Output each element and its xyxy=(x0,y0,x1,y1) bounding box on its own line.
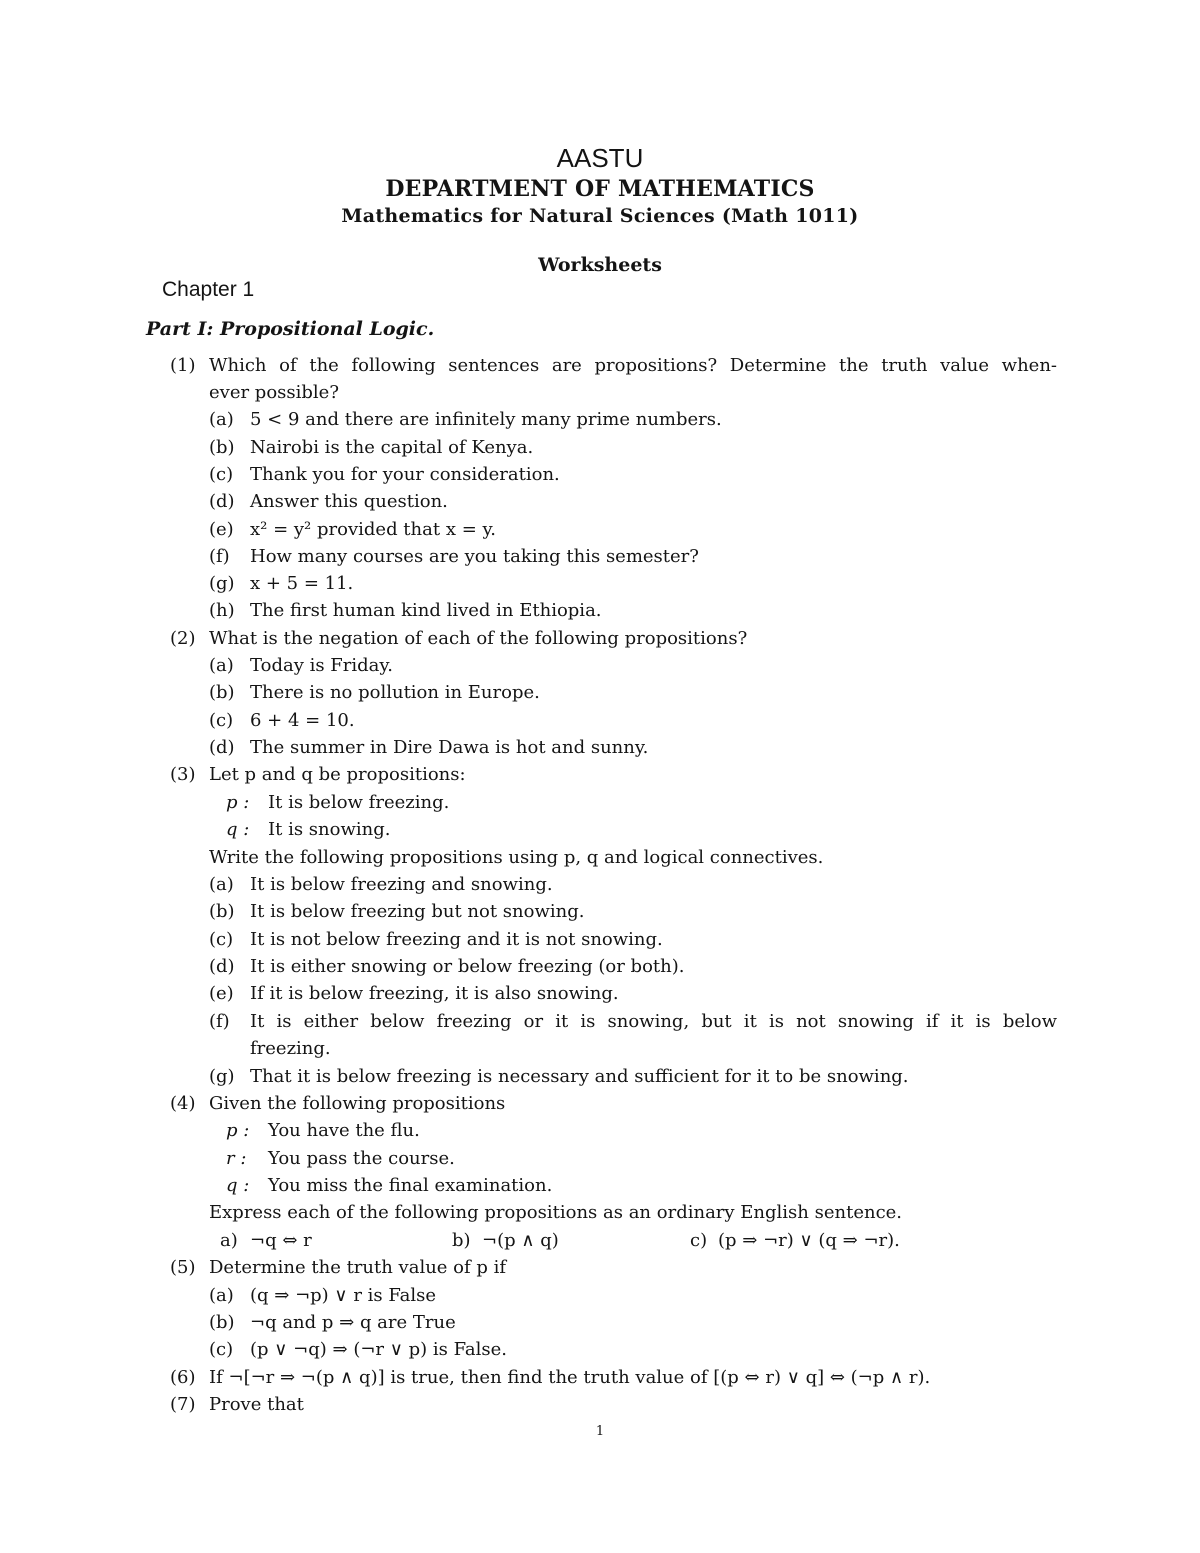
question-number: (5) xyxy=(170,1257,196,1278)
item-label: (a) xyxy=(209,409,234,430)
item-text: There is no pollution in Europe. xyxy=(250,682,540,703)
item-label: (f) xyxy=(209,1011,230,1032)
instruction-text: Express each of the following propositions as an ordinary English sentence. xyxy=(209,1202,903,1223)
item-text: ¬q and p ⇒ q are True xyxy=(250,1312,456,1333)
instruction-text: Write the following propositions using p, q and logical connectives. xyxy=(209,847,824,868)
item-text: That it is below freezing is necessary and sufficient for it to be snowing. xyxy=(250,1066,909,1087)
item-text: The first human kind lived in Ethiopia. xyxy=(250,600,602,621)
item-label: (g) xyxy=(209,573,235,594)
item-label: (h) xyxy=(209,600,235,621)
definition-text: You pass the course. xyxy=(268,1148,455,1169)
item-label: (b) xyxy=(209,682,235,703)
definition-text: It is snowing. xyxy=(268,819,391,840)
definition-symbol: p : xyxy=(226,792,250,813)
item-label: (f) xyxy=(209,546,230,567)
item-label: (c) xyxy=(209,464,234,485)
item-label: (d) xyxy=(209,737,235,758)
question-number: (4) xyxy=(170,1093,196,1114)
definition-symbol: q : xyxy=(226,819,250,840)
worksheets-title: Worksheets xyxy=(538,254,662,276)
definition-text: It is below freezing. xyxy=(268,792,450,813)
item-text: If it is below freezing, it is also snowing. xyxy=(250,983,619,1004)
item-text: Answer this question. xyxy=(250,491,448,512)
item-label: (c) xyxy=(209,929,234,950)
item-label: (d) xyxy=(209,956,235,977)
item-text: It is either below freezing or it is snowing, but it is not snowing if it is below xyxy=(250,1011,1057,1032)
question-text: Prove that xyxy=(209,1394,304,1415)
item-label: (a) xyxy=(209,874,234,895)
item-text: Today is Friday. xyxy=(250,655,393,676)
department-title: DEPARTMENT OF MATHEMATICS xyxy=(385,176,815,202)
question-number: (1) xyxy=(170,355,196,376)
option-label: b) xyxy=(452,1230,471,1251)
question-text: Determine the truth value of p if xyxy=(209,1257,507,1278)
option-formula: (p ⇒ ¬r) ∨ (q ⇒ ¬r). xyxy=(718,1230,900,1251)
item-text: x + 5 = 11. xyxy=(250,573,354,594)
item-label: (c) xyxy=(209,710,234,731)
question-number: (2) xyxy=(170,628,196,649)
item-label: (g) xyxy=(209,1066,235,1087)
option-formula: ¬(p ∧ q) xyxy=(482,1230,559,1251)
item-text: Thank you for your consideration. xyxy=(250,464,560,485)
item-label: (b) xyxy=(209,437,235,458)
question-text: Let p and q be propositions: xyxy=(209,764,466,785)
option-label: a) xyxy=(220,1230,238,1251)
item-text: It is below freezing but not snowing. xyxy=(250,901,585,922)
item-label: (e) xyxy=(209,983,234,1004)
definition-symbol: q : xyxy=(226,1175,250,1196)
question-text: Given the following propositions xyxy=(209,1093,506,1114)
item-text: (q ⇒ ¬p) ∨ r is False xyxy=(250,1285,437,1306)
item-text: The summer in Dire Dawa is hot and sunny. xyxy=(250,737,649,758)
question-text-cont: ever possible? xyxy=(209,382,339,403)
item-label: (c) xyxy=(209,1339,234,1360)
definition-text: You have the flu. xyxy=(268,1120,420,1141)
option-formula: ¬q ⇔ r xyxy=(250,1230,312,1251)
item-text: 5 < 9 and there are infinitely many prime numbers. xyxy=(250,409,722,430)
course-title: Mathematics for Natural Sciences (Math 1011) xyxy=(341,205,859,227)
item-text-cont: freezing. xyxy=(250,1038,331,1059)
item-text: How many courses are you taking this semester? xyxy=(250,546,699,567)
item-text: It is either snowing or below freezing (or both). xyxy=(250,956,685,977)
definition-symbol: r : xyxy=(226,1148,247,1169)
item-text: 6 + 4 = 10. xyxy=(250,710,355,731)
item-label: (a) xyxy=(209,1285,234,1306)
page-number: 1 xyxy=(595,1424,605,1439)
item-text: Nairobi is the capital of Kenya. xyxy=(250,437,534,458)
question-number: (7) xyxy=(170,1394,196,1415)
chapter-heading: Chapter 1 xyxy=(162,278,255,301)
question-text: If ¬[¬r ⇒ ¬(p ∧ q)] is true, then find the truth value of [(p ⇔ r) ∨ q] ⇔ (¬p ∧ r). xyxy=(209,1367,931,1388)
question-text: Which of the following sentences are propositions? Determine the truth value when- xyxy=(209,355,1057,376)
item-label: (b) xyxy=(209,901,235,922)
question-number: (3) xyxy=(170,764,196,785)
item-text: It is below freezing and snowing. xyxy=(250,874,553,895)
item-text: (p ∨ ¬q) ⇒ (¬r ∨ p) is False. xyxy=(250,1339,507,1360)
definition-text: You miss the final examination. xyxy=(268,1175,553,1196)
item-label: (e) xyxy=(209,519,234,540)
definition-symbol: p : xyxy=(226,1120,250,1141)
item-label: (b) xyxy=(209,1312,235,1333)
item-text: It is not below freezing and it is not snowing. xyxy=(250,929,663,950)
question-text: What is the negation of each of the following propositions? xyxy=(209,628,748,649)
part-heading: Part I: Propositional Logic. xyxy=(146,318,435,340)
item-label: (a) xyxy=(209,655,234,676)
item-label: (d) xyxy=(209,491,235,512)
option-label: c) xyxy=(690,1230,708,1251)
university-name: AASTU xyxy=(556,143,644,173)
question-number: (6) xyxy=(170,1367,196,1388)
item-text: x² = y² provided that x = y. xyxy=(250,519,496,540)
